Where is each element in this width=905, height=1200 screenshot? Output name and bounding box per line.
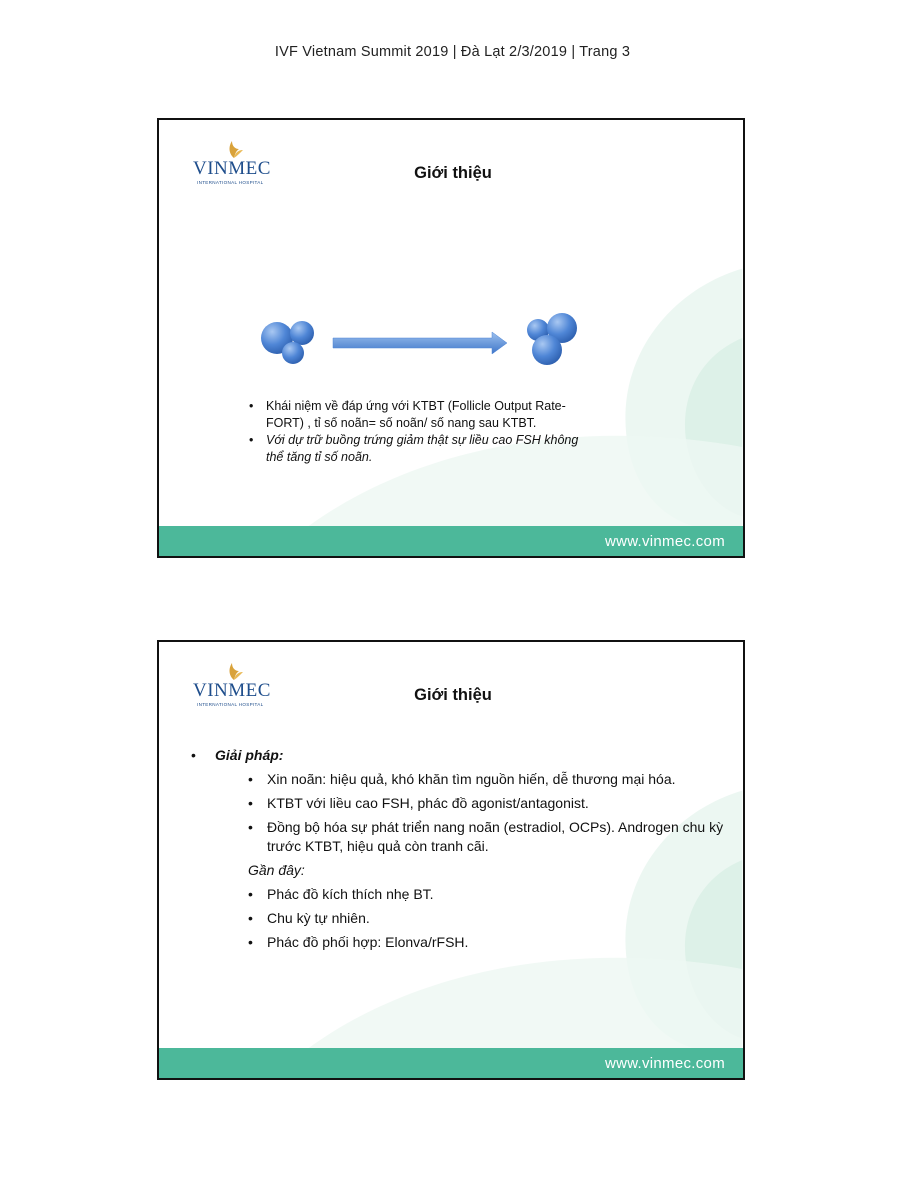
slide-1 bbox=[157, 118, 745, 558]
list-item: • Với dự trữ buồng trứng giảm thật sự liều cao FSH không thể tăng tỉ số noãn. bbox=[249, 433, 579, 464]
slide-title: Giới thiệu bbox=[414, 164, 492, 182]
slide1-bullet-list bbox=[247, 398, 587, 466]
follicle-diagram bbox=[249, 308, 589, 378]
list-item: • KTBT với liều cao FSH, phác đồ agonist/antagonist. bbox=[248, 795, 589, 811]
vinmec-bird-icon bbox=[223, 138, 245, 160]
follicle-large-3 bbox=[532, 335, 562, 365]
right-arrow-icon bbox=[333, 332, 507, 354]
follicle-small-3 bbox=[282, 342, 304, 364]
list-item: • Khái niệm về đáp ứng với KTBT (Follicle Output Rate-FORT) , tỉ số noãn= số noãn/ số nang sau KTBT. bbox=[249, 399, 566, 430]
follicle-small-2 bbox=[290, 321, 314, 345]
recent-label: Gần đây: bbox=[248, 862, 305, 878]
slide-2 bbox=[157, 640, 745, 1080]
list-item: • Chu kỳ tự nhiên. bbox=[248, 910, 370, 926]
footer-url: www.vinmec.com bbox=[604, 533, 725, 550]
logo-name: VINMEC bbox=[193, 680, 271, 701]
list-item: • Xin noãn: hiệu quả, khó khăn tìm nguồn hiến, dễ thương mại hóa. bbox=[248, 771, 676, 787]
page-header: IVF Vietnam Summit 2019 | Đà Lạt 2/3/2019 | Trang 3 bbox=[274, 44, 631, 60]
list-item: • Phác đồ kích thích nhẹ BT. bbox=[248, 886, 434, 902]
footer-url: www.vinmec.com bbox=[604, 1055, 725, 1072]
list-item: • Đồng bộ hóa sự phát triển nang noãn (estradiol, OCPs). Androgen chu kỳ trước KTBT, hiệu quả còn tranh cãi. bbox=[248, 819, 724, 854]
logo-name: VINMEC bbox=[193, 158, 271, 179]
slide2-bullet-list bbox=[191, 746, 731, 952]
logo-subtitle: INTERNATIONAL HOSPITAL bbox=[197, 702, 264, 707]
list-item: • Phác đồ phối hợp: Elonva/rFSH. bbox=[248, 934, 469, 950]
slide-title: Giới thiệu bbox=[414, 686, 492, 704]
vinmec-bird-icon bbox=[223, 660, 245, 682]
solution-heading: • Giải pháp: bbox=[191, 747, 284, 763]
logo-subtitle: INTERNATIONAL HOSPITAL bbox=[197, 180, 264, 185]
